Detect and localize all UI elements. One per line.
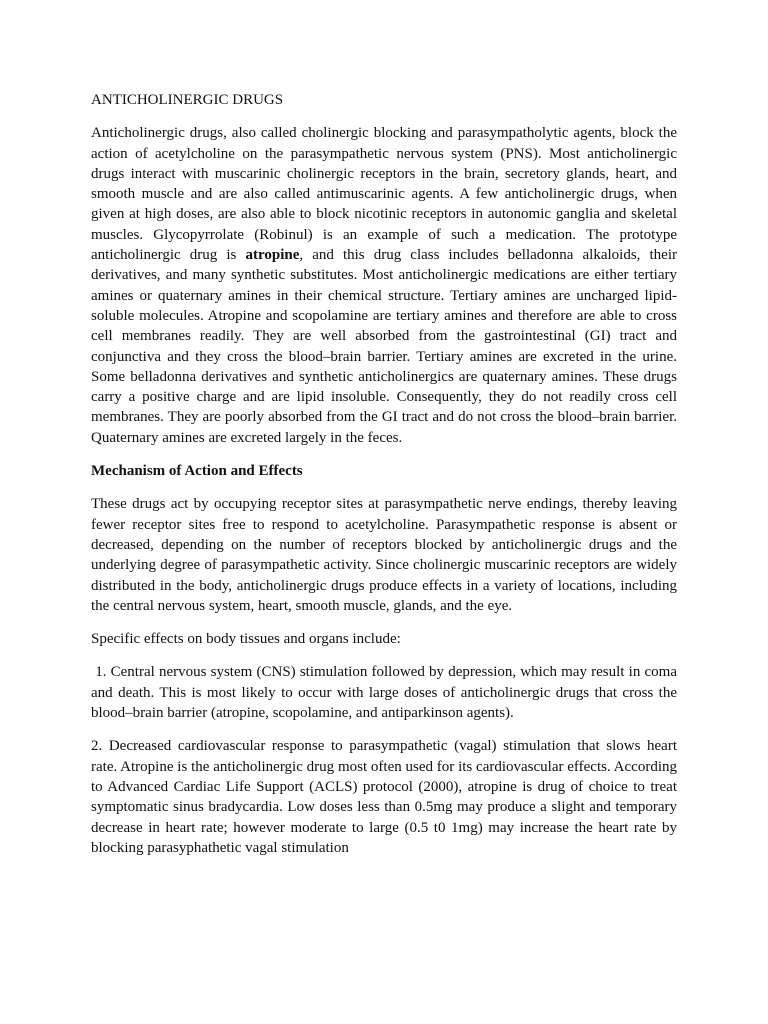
effects-intro: Specific effects on body tissues and organs include:: [91, 631, 401, 648]
intro-paragraph: [91, 123, 677, 448]
document-title: ANTICHOLINERGIC DRUGS: [91, 92, 284, 108]
intro-bold-term: atropine: [245, 247, 300, 264]
document-page: [91, 90, 681, 871]
effect-item-2: 2. Decreased cardiovascular response to parasympathetic (vagal) stimulation that slows heart rate. Atropine is the anticholinergic drug most often used for its cardiovascular effects. According to Advanced Cardiac Life Support (ACLS) protocol (2000), atropine is drug of choice to treat symptomatic sinus bradycardia. Low doses less than 0.5mg may produce a slight and temporary decrease in heart rate; however moderate to large (0.5 t0 1mg) may increase the heart rate by blocking parasyphathetic vagal stimulation: [91, 738, 677, 856]
effect-item-1: 1. Central nervous system (CNS) stimulation followed by depression, which may result in coma and death. This is most likely to occur with large doses of anticholinergic drugs that cross the blood–brain barrier (atropine, scopolamine, and antiparkinson agents).: [91, 664, 681, 722]
mechanism-heading: Mechanism of Action and Effects: [91, 463, 303, 480]
intro-text-part2: , and this drug class includes belladonna alkaloids, their derivatives, and many synthetic substitutes. Most anticholinergic medications are either tertiary amines or quaternary amines in their chemical structure. Tertiary amines are uncharged lipid-soluble molecules. Atropine and scopolamine are tertiary amines and therefore are able to cross cell membranes readily. They are well absorbed from the gastrointestinal (GI) tract and conjunctiva and they cross the blood–brain barrier. Tertiary amines are excreted in the urine. Some belladonna derivatives and synthetic anticholinergics are quaternary amines. These drugs carry a positive charge and are lipid insoluble. Consequently, they do not readily cross cell membranes. They are poorly absorbed from the GI tract and do not cross the blood–brain barrier. Quaternary amines are excreted largely in the feces.: [91, 247, 678, 446]
mechanism-paragraph: These drugs act by occupying receptor sites at parasympathetic nerve endings, thereby leaving fewer receptor sites free to respond to acetylcholine. Parasympathetic response is absent or decreased, depending on the number of receptors blocked by anticholinergic drugs and the underlying degree of parasympathetic activity. Since cholinergic muscarinic receptors are widely distributed in the body, anticholinergic drugs produce effects in a variety of locations, including the central nervous system, heart, smooth muscle, glands, and the eye.: [91, 496, 677, 614]
intro-text-part1: Anticholinergic drugs, also called cholinergic blocking and parasympatholytic agents, block the action of acetylcholine on the parasympathetic nervous system (PNS). Most anticholinergic drugs interact with muscarinic cholinergic receptors in the brain, secretory glands, heart, and smooth muscle and are also called antimuscarinic agents. A few anticholinergic drugs, when given at high doses, are also able to block nicotinic receptors in autonomic ganglia and skeletal muscles. Glycopyrrolate (Robinul) is an example of such a medication. The prototype anticholinergic drug is: [91, 125, 677, 264]
